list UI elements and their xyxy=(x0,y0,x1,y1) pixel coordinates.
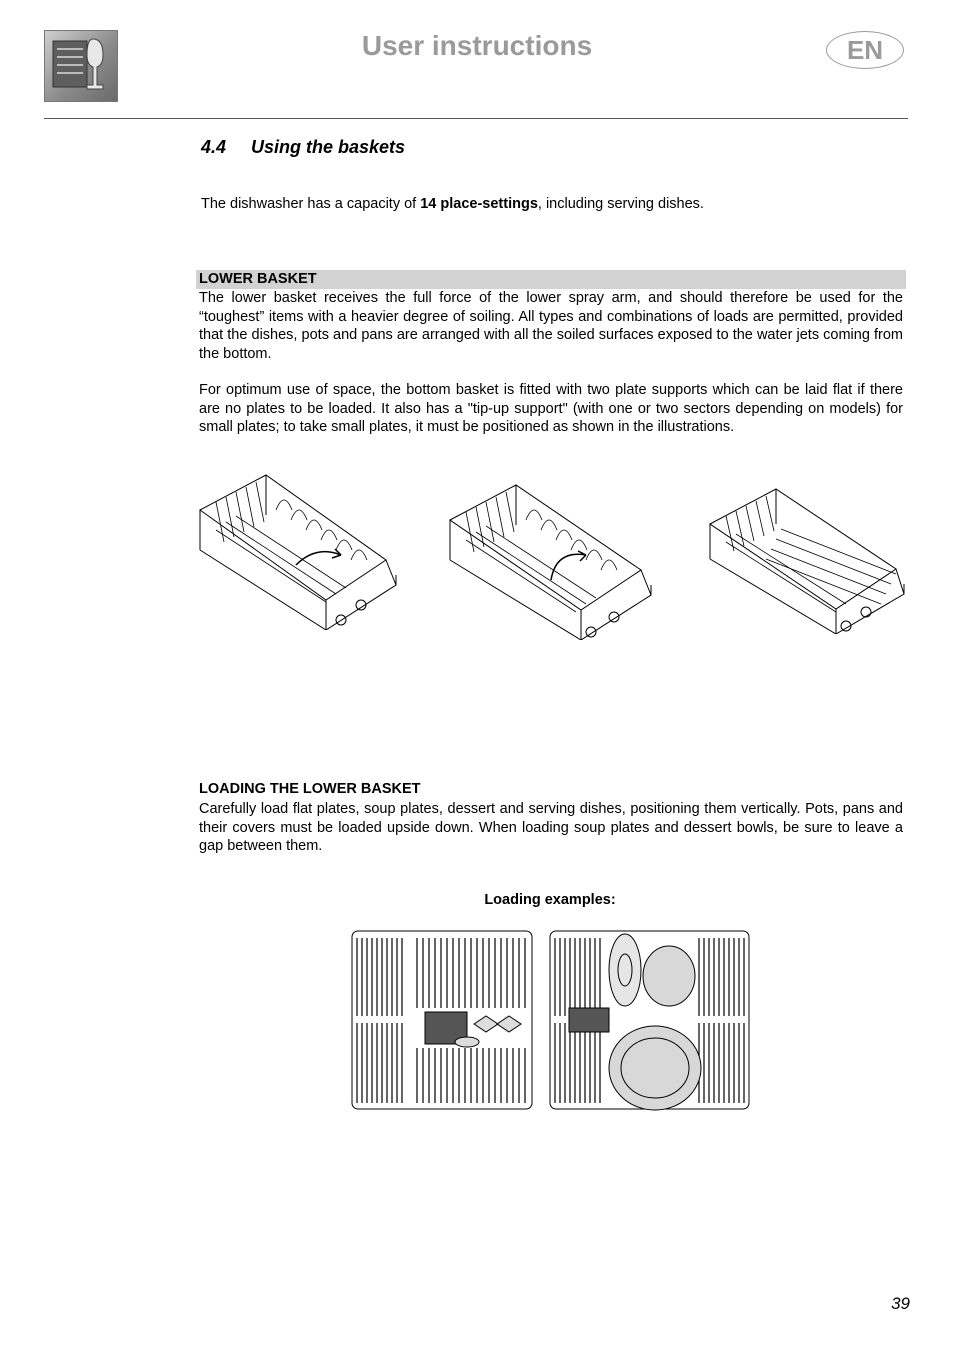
loading-examples-label: Loading examples: xyxy=(484,892,616,908)
lower-basket-paragraph-1: The lower basket receives the full force of the lower spray arm, and should therefore be used for the “toughest” items with a heavier degree of soiling. All types and combinations of loads are permitted, provided that the dishes, pots and pans are arranged with all the soiled surfaces exposed to the water jets coming from the bottom. xyxy=(199,290,903,362)
loading-lower-basket-paragraph: Carefully load flat plates, soup plates, dessert and serving dishes, positioning them vertically. Pots, pans and their covers must be loaded upside down. When loading soup plates and dessert bowls, be sure to leave a gap between them. xyxy=(199,801,903,855)
page-header-title: User instructions xyxy=(361,30,593,61)
basket-supports-flat-icon xyxy=(706,484,908,634)
section-title: Using the baskets xyxy=(251,137,406,157)
capacity-suffix: , including serving dishes. xyxy=(537,196,704,212)
capacity-prefix: The dishwasher has a capacity of xyxy=(201,196,421,212)
section-number: 4.4 xyxy=(201,137,227,157)
language-badge: EN xyxy=(826,31,904,69)
loading-example-plates-icon xyxy=(349,928,535,1112)
header-divider xyxy=(44,118,908,119)
lower-basket-heading: LOWER BASKET xyxy=(196,270,906,289)
capacity-emphasis: 14 place-settings xyxy=(420,196,538,212)
loading-example-mixed-icon xyxy=(547,928,752,1112)
capacity-sentence xyxy=(201,196,704,212)
page-number: 39 xyxy=(891,1294,910,1313)
section-heading xyxy=(201,137,405,158)
lower-basket-paragraph-2: For optimum use of space, the bottom basket is fitted with two plate supports which can be laid flat if there are no plates to be loaded. It also has a "tip-up support" (with one or two sectors depending on models) for small plates; to take small plates, it must be positioned as shown in the illustrations. xyxy=(199,382,903,436)
loading-lower-basket-heading: LOADING THE LOWER BASKET xyxy=(199,781,421,797)
basket-supports-folding-icon xyxy=(446,480,656,640)
basket-supports-up-icon xyxy=(196,470,400,630)
